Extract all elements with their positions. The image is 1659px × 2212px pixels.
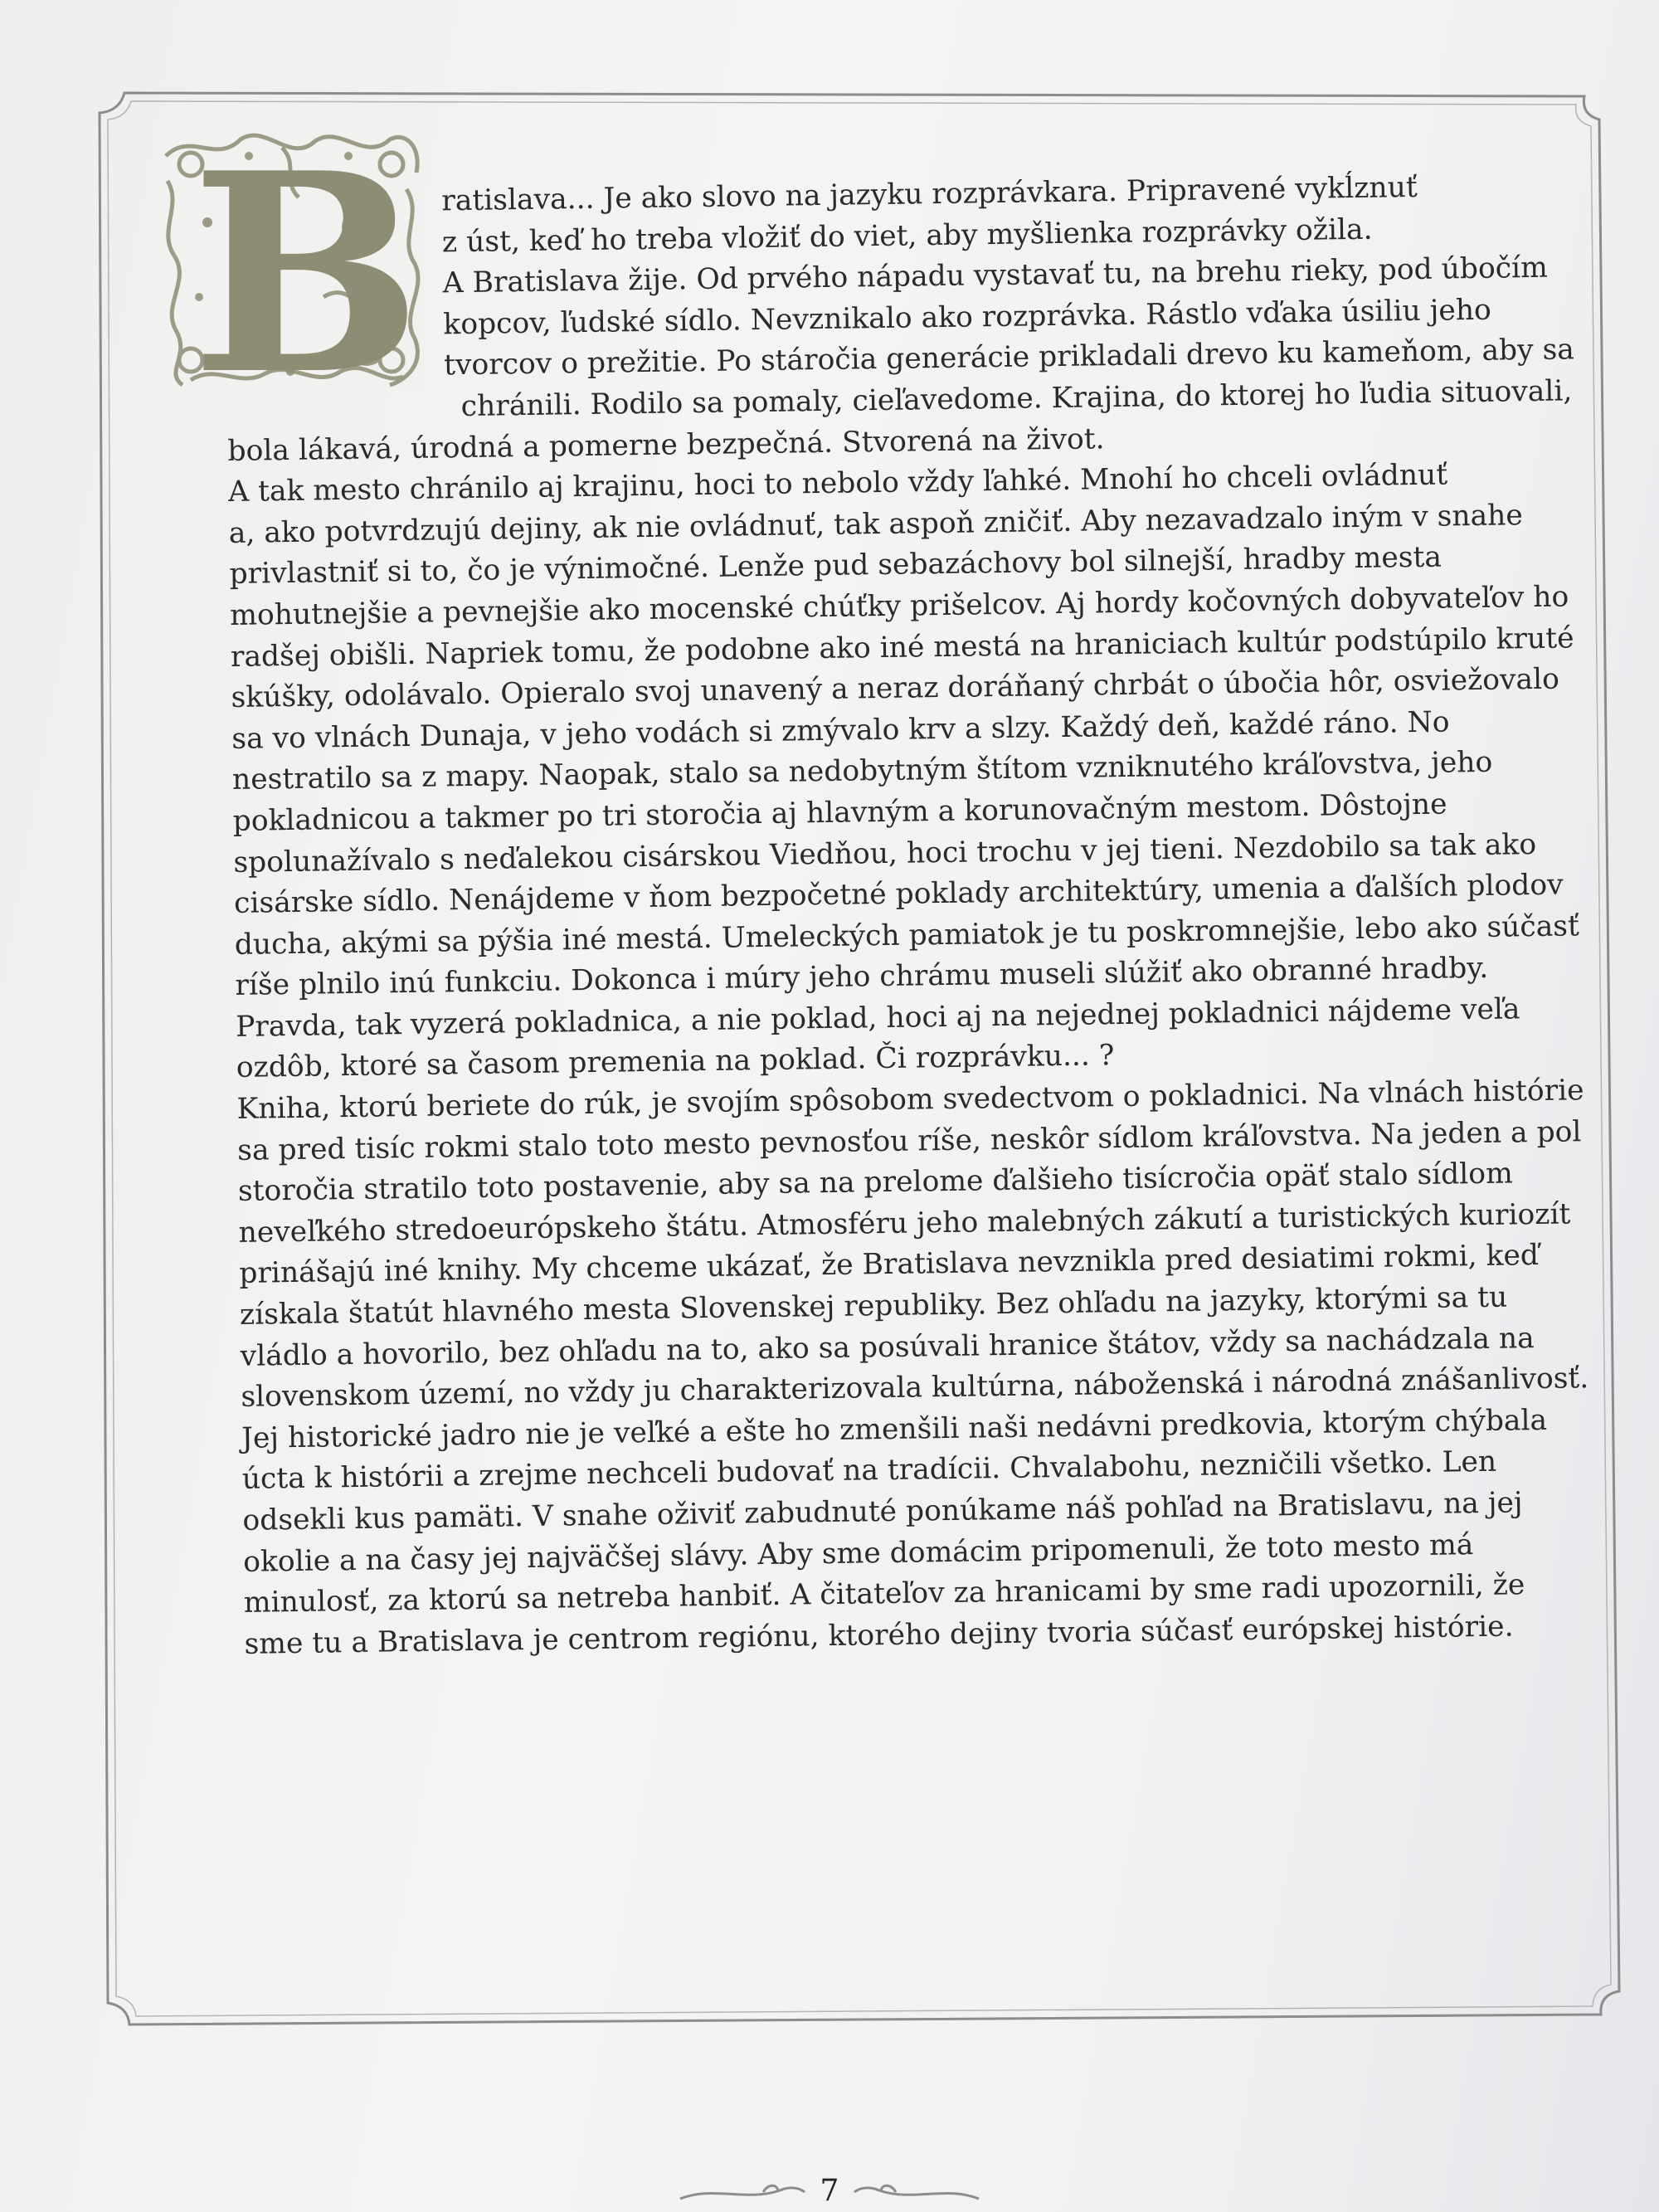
text-line: Pravda, tak vyzerá pokladnica, a nie poklad, hoci aj na nejednej pokladnici nájdeme veľa (235, 992, 1520, 1044)
text-line: chránili. Rodilo sa pomaly, cieľavedome. Krajina, do ktorej ho ľudia situovali, (460, 374, 1573, 424)
text-line: sa vo vlnách Dunaja, v jeho vodách si zmývalo krv a slzy. Každý deň, každé ráno. No (231, 705, 1450, 756)
text-line: spolunažívalo s neďalekou cisárskou Viedňou, hoci trochu v jej tieni. Nezdobilo sa tak ako (233, 827, 1537, 879)
text-line: získala štatút hlavného mesta Slovenskej republiky. Bez ohľadu na jazyky, ktorými sa tu (239, 1280, 1508, 1332)
text-line: ratislava... Je ako slovo na jazyku rozprávkara. Pripravené vykĺznuť (441, 170, 1418, 218)
drop-cap-letter: B (191, 131, 422, 393)
text-line: radšej obišli. Napriek tomu, že podobne ako iné mestá na hraniciach kultúr podstúpilo kruté (230, 621, 1574, 674)
text-line: z úst, keď ho treba vložiť do viet, aby myšlienka rozprávky ožila. (441, 212, 1373, 259)
text-line: sa pred tisíc rokmi stalo toto mesto pevnosťou ríše, neskôr sídlom kráľovstva. Na jeden a pol (236, 1114, 1582, 1167)
text-line: úcta k histórii a zrejme nechceli budovať na tradícii. Chvalabohu, nezničili všetko. Len (241, 1445, 1497, 1497)
text-line: kopcov, ľudské sídlo. Nevznikalo ako rozprávka. Rástlo vďaka úsiliu jeho (443, 293, 1492, 342)
text-line: slovenskom území, no vždy ju charakterizovala kultúrna, náboženská i národná znášanlivosť. (241, 1362, 1589, 1415)
text-line: Kniha, ktorú beriete do rúk, je svojím spôsobom svedectvom o pokladnici. Na vlnách histórie (236, 1074, 1584, 1126)
text-line: tvorcov o prežitie. Po stáročia generácie prikladali drevo ku kameňom, aby sa (443, 333, 1575, 382)
text-line: pokladnicou a takmer po tri storočia aj hlavným a korunovačným mestom. Dôstojne (232, 787, 1447, 838)
text-line: A Bratislava žije. Od prvého nápadu vystavať tu, na brehu rieky, pod úbočím (442, 251, 1549, 300)
text-line: nestratilo sa z mapy. Naopak, stalo sa nedobytným štítom vzniknutého kráľovstva, jeho (231, 746, 1493, 797)
text-line: ozdôb, ktoré sa časom premenia na poklad. Či rozprávku... ? (236, 1039, 1115, 1085)
text-line: minulosť, za ktorú sa netreba hanbiť. A čitateľov za hranicami by sme radi upozornili, že (243, 1568, 1525, 1620)
text-line: neveľkého stredoeurópskeho štátu. Atmosféru jeho malebných zákutí a turistických kuriozít (238, 1197, 1571, 1250)
text-line: privlastniť si to, čo je výnimočné. Lenže pud sebazáchovy bol silnejší, hradby mesta (229, 540, 1443, 592)
text-line: okolie a na časy jej najväčšej slávy. Aby sme domácim pripomenuli, že toto mesto má (242, 1527, 1474, 1579)
text-line: skúšky, odolávalo. Opieralo svoj unavený a neraz doráňaný chrbát o úbočia hôr, osviežovalo (231, 662, 1560, 715)
text-line: bola lákavá, úrodná a pomerne bezpečná. Stvorená na život. (227, 421, 1105, 468)
text-line: ríše plnilo inú funkciu. Dokonca i múry jeho chrámu museli slúžiť ako obranné hradby. (235, 952, 1489, 1003)
text-line: prinášajú iné knihy. My chceme ukázať, že Bratislava nevznikla pred desiatimi rokmi, keď (239, 1239, 1540, 1291)
article-body (224, 166, 1589, 1665)
text-line: mohutnejšie a pevnejšie ako mocenské chúťky prišelcov. Aj hordy kočovných dobyvateľov ho (229, 580, 1569, 632)
text-line: storočia stratilo toto postavenie, aby sa na prelome ďalšieho tisícročia opäť stalo sídlom (237, 1157, 1514, 1209)
text-line: ducha, akými sa pýšia iné mestá. Umeleckých pamiatok je tu poskromnejšie, lebo ako súčasť (234, 909, 1580, 962)
text-line: A tak mesto chránilo aj krajinu, hoci to nebolo vždy ľahké. Mnohí ho chceli ovládnuť (227, 458, 1448, 509)
text-line: vládlo a hovorilo, bez ohľadu na to, ako sa posúvali hranice štátov, vždy sa nachádzala na (240, 1321, 1535, 1373)
text-line: Jej historické jadro nie je veľké a ešte ho zmenšili naši nedávni predkovia, ktorým chýbala (241, 1403, 1548, 1455)
text-line: sme tu a Bratislava je centrom regiónu, ktorého dejiny tvoria súčasť európskej histórie. (244, 1610, 1514, 1661)
text-line: odsekli kus pamäti. V snahe oživiť zabudnuté ponúkame náš pohľad na Bratislavu, na jej (242, 1486, 1523, 1537)
text-line: a, ako potvrdzujú dejiny, ak nie ovládnuť, tak aspoň zničiť. Aby nezavadzalo iným v snahe (228, 498, 1524, 550)
page-number: 7 (820, 2174, 839, 2208)
text-line: cisárske sídlo. Nenájdeme v ňom bezpočetné poklady architektúry, umenia a ďalších plodov (233, 868, 1564, 921)
